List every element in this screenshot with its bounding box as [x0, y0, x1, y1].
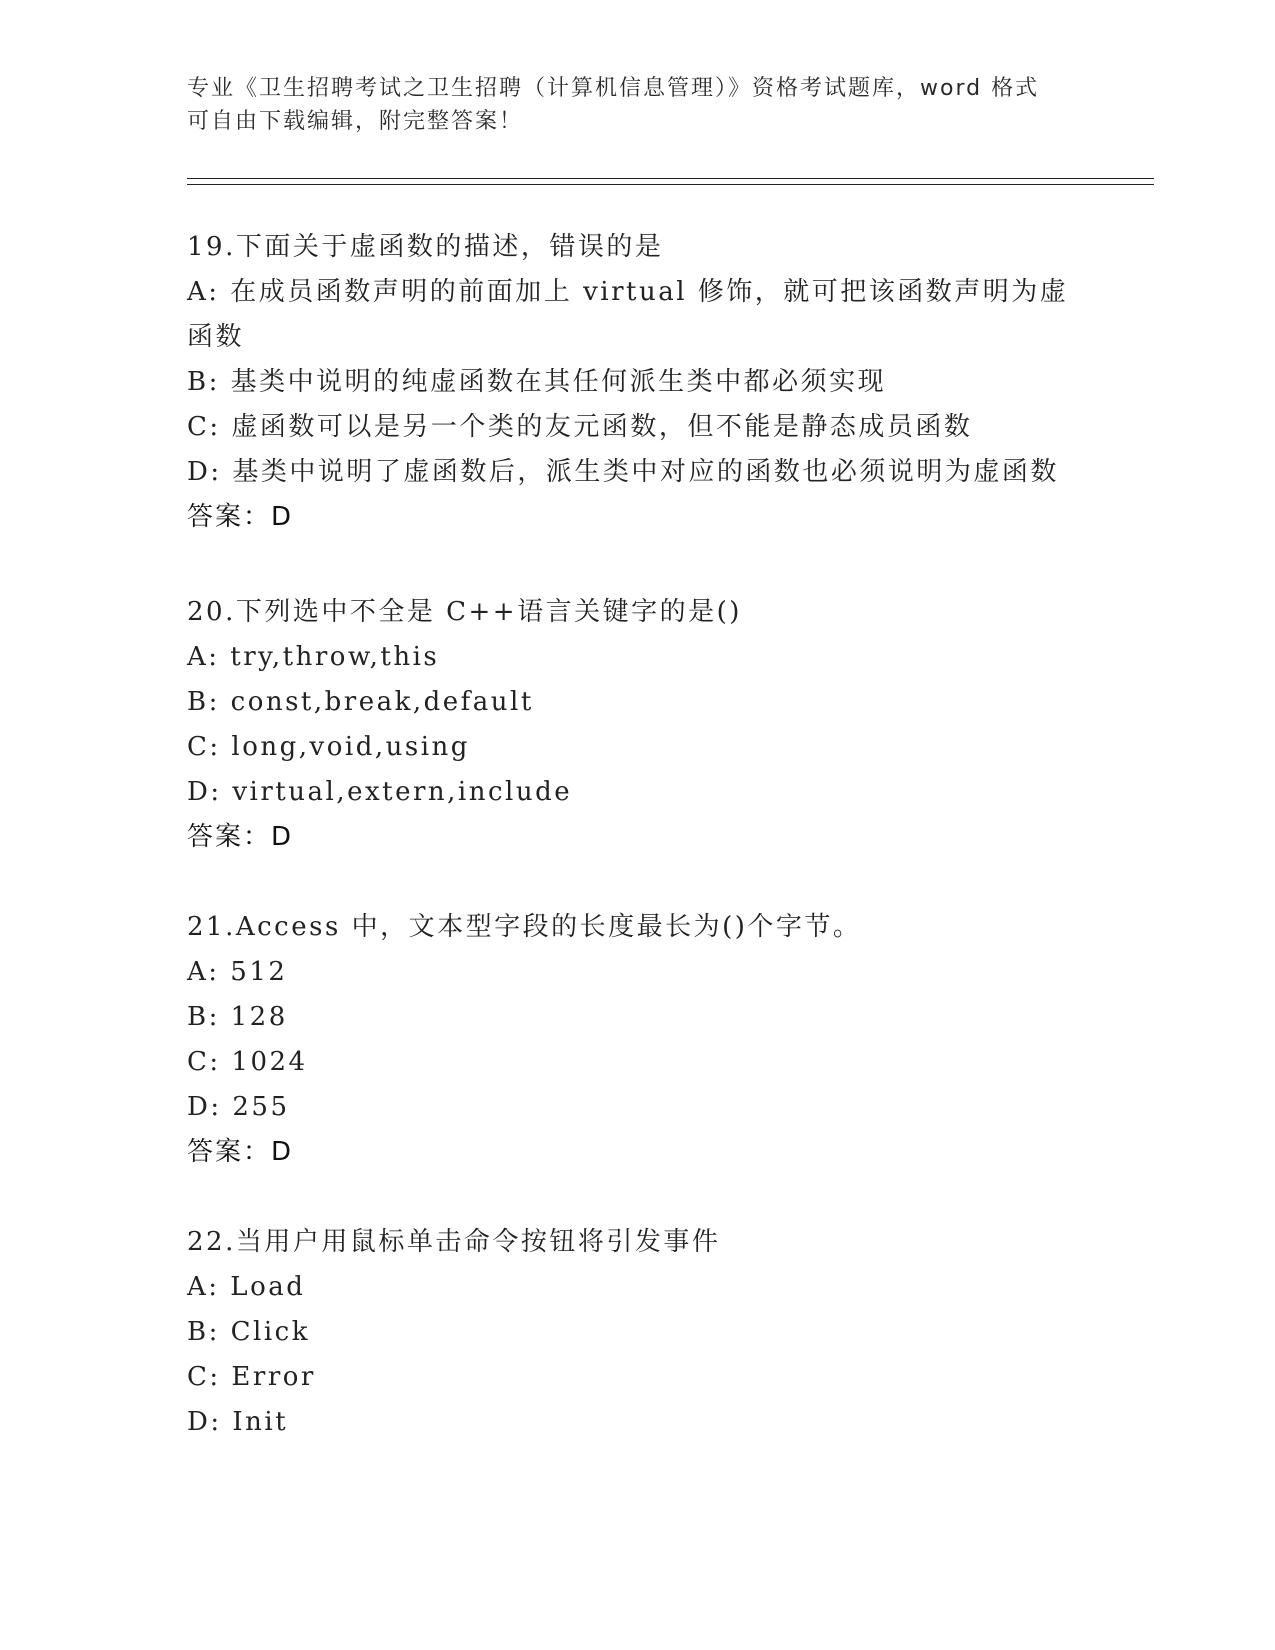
option-d: D: 基类中说明了虚函数后，派生类中对应的函数也必须说明为虚函数: [187, 457, 1059, 487]
option-d: D: Init: [187, 1407, 289, 1437]
option-c: C: 虚函数可以是另一个类的友元函数，但不能是静态成员函数: [187, 412, 973, 442]
header-divider-bottom: [187, 184, 1154, 185]
question-stem: 22.当用户用鼠标单击命令按钮将引发事件: [187, 1227, 721, 1257]
header-line-2: 可自由下载编辑，附完整答案！: [187, 109, 524, 134]
option-b: B: 基类中说明的纯虚函数在其任何派生类中都必须实现: [187, 367, 887, 397]
question-19: [187, 225, 1087, 540]
question-stem: 21.Access 中，文本型字段的长度最长为()个字节。: [187, 912, 862, 942]
answer-label: 答案：D: [187, 502, 294, 532]
option-b: B: 128: [187, 1002, 288, 1032]
question-stem: 19.下面关于虚函数的描述，错误的是: [187, 232, 664, 262]
option-a: A: 在成员函数声明的前面加上 virtual 修饰，就可把该函数声明为虚函数: [187, 277, 1069, 352]
answer-label: 答案：D: [187, 822, 294, 852]
question-stem: 20.下列选中不全是 C++语言关键字的是(): [187, 597, 742, 627]
option-d: D: 255: [187, 1092, 290, 1122]
question-20: [187, 590, 1087, 860]
option-d: D: virtual,extern,include: [187, 777, 573, 807]
option-a: A: Load: [187, 1272, 306, 1302]
option-a: A: 512: [187, 957, 288, 987]
answer-label: 答案：D: [187, 1137, 294, 1167]
header-divider-top: [187, 178, 1154, 179]
option-b: B: Click: [187, 1317, 310, 1347]
question-22: [187, 1220, 1087, 1445]
option-c: C: 1024: [187, 1047, 308, 1077]
document-header: [187, 72, 1067, 138]
option-c: C: Error: [187, 1362, 316, 1392]
option-c: C: long,void,using: [187, 732, 470, 762]
question-21: [187, 905, 1087, 1175]
option-a: A: try,throw,this: [187, 642, 440, 672]
header-line-1: 专业《卫生招聘考试之卫生招聘（计算机信息管理）》资格考试题库，word 格式: [187, 76, 1040, 101]
option-b: B: const,break,default: [187, 687, 534, 717]
